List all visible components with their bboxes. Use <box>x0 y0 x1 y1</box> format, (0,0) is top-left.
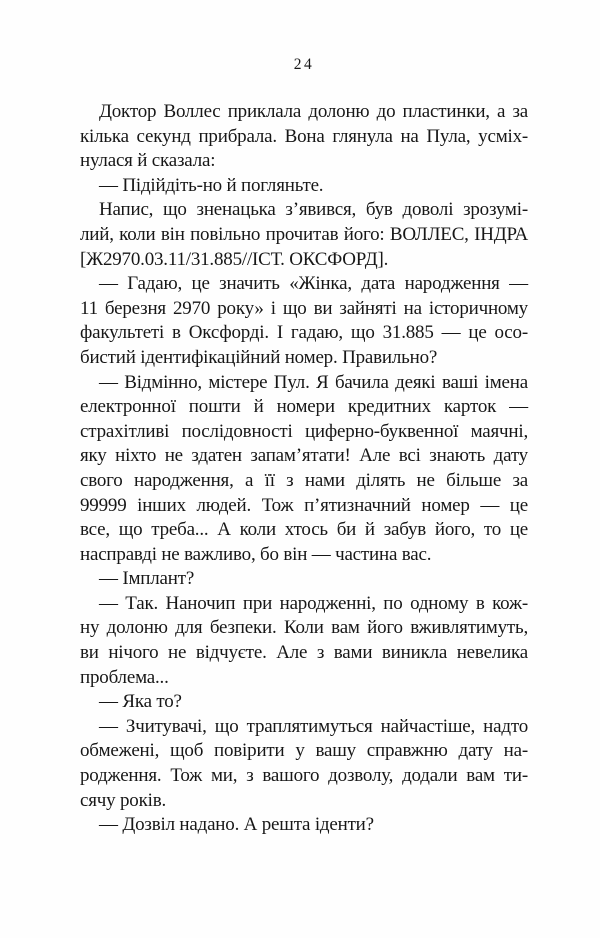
page-number: 24 <box>293 56 315 73</box>
text-line <box>80 371 528 396</box>
text-line <box>80 543 528 568</box>
text-line-content: — Яка то? <box>99 691 182 713</box>
text-line-content: — Імплант? <box>99 568 195 590</box>
text-line-content: кілька секунд прибрала. Вона глянула на Пула, усміх- <box>80 125 529 147</box>
text-line <box>80 592 528 617</box>
text-line-content: 99999 інших людей. Тож п’ятизначний номер — це <box>80 494 528 516</box>
text-line-content: проблема... <box>80 666 169 688</box>
text-line-content: Напис, що зненацька з’явився, був доволі зрозумі- <box>99 199 528 221</box>
text-line <box>80 272 528 297</box>
text-line-content: — Гадаю, це значить «Жінка, дата народження — <box>99 273 528 295</box>
text-line <box>80 444 528 469</box>
text-line <box>80 518 528 543</box>
text-line <box>80 420 528 445</box>
text-line-content: електронної пошти й номери кредитних карток — <box>80 396 528 418</box>
text-line <box>80 174 528 199</box>
text-line <box>80 297 528 322</box>
text-line <box>80 346 528 371</box>
text-line-content: бистий ідентифікаційний номер. Правильно? <box>80 346 438 368</box>
text-line-content: лий, коли він повільно прочитав його: ВОЛЛЕС, ІНДРА <box>80 223 528 245</box>
text-line-content: нулася й сказала: <box>80 150 216 172</box>
text-line-content: яку ніхто не здатен запам’ятати! Але всі знають дату <box>80 445 528 467</box>
text-line-content: — Відмінно, містере Пул. Я бачила деякі ваші імена <box>99 371 528 393</box>
text-line <box>80 100 528 125</box>
text-line-content: сячу років. <box>80 789 167 811</box>
text-line-content: ви нічого не відчуєте. Але з вами виникла невелика <box>80 642 529 664</box>
text-line-content: все, що треба... А коли хтось би й забув його, то це <box>80 519 529 541</box>
text-line-content: факультеті в Оксфорді. І гадаю, що 31.885 — це осо- <box>80 322 528 344</box>
text-line-content: насправді не важливо, бо він — частина вас. <box>80 543 432 565</box>
text-line <box>80 666 528 691</box>
text-line-content: — Так. Наночип при народженні, по одному в кож- <box>99 592 529 614</box>
text-line <box>80 494 528 519</box>
text-line <box>80 715 528 740</box>
text-line-content: Доктор Воллес приклала долоню до пластинки, а за <box>99 101 529 122</box>
text-line-content: ну долоню для безпеки. Коли вам його вживлятимуть, <box>80 617 529 639</box>
text-line <box>80 813 528 838</box>
text-line-content: — Дозвіл надано. А решта іденти? <box>99 814 374 836</box>
text-line <box>80 616 528 641</box>
text-line <box>80 395 528 420</box>
text-line <box>80 125 528 150</box>
text-line-content: — Підійдіть-но й погляньте. <box>99 174 324 196</box>
text-line-content: свого народження, а її з нами ділять не більше за <box>80 469 528 491</box>
text-line-content: 11 березня 2970 року» і що ви зайняті на історичному <box>80 297 528 319</box>
text-line <box>80 690 528 715</box>
text-line-content: [Ж2970.03.11/31.885//ІСТ. ОКСФОРД]. <box>80 248 389 270</box>
text-line <box>80 248 528 273</box>
text-line <box>80 567 528 592</box>
text-line <box>80 764 528 789</box>
text-line <box>80 739 528 764</box>
text-line-content: обмежені, щоб повірити у вашу справжню дату на- <box>80 740 529 762</box>
text-line <box>80 789 528 814</box>
text-line-content: страхітливі послідовності циферно-буквенної маячні, <box>80 420 528 442</box>
text-line <box>80 149 528 174</box>
text-line <box>80 198 528 223</box>
text-block <box>80 100 528 838</box>
text-line-content: — Зчитувачі, що траплятимуться найчастіше, надто <box>99 715 529 737</box>
text-line <box>80 321 528 346</box>
text-line <box>80 469 528 494</box>
text-line <box>80 223 528 248</box>
text-line-content: родження. Тож ми, з вашого дозволу, додали вам ти- <box>80 765 528 787</box>
text-line <box>80 641 528 666</box>
